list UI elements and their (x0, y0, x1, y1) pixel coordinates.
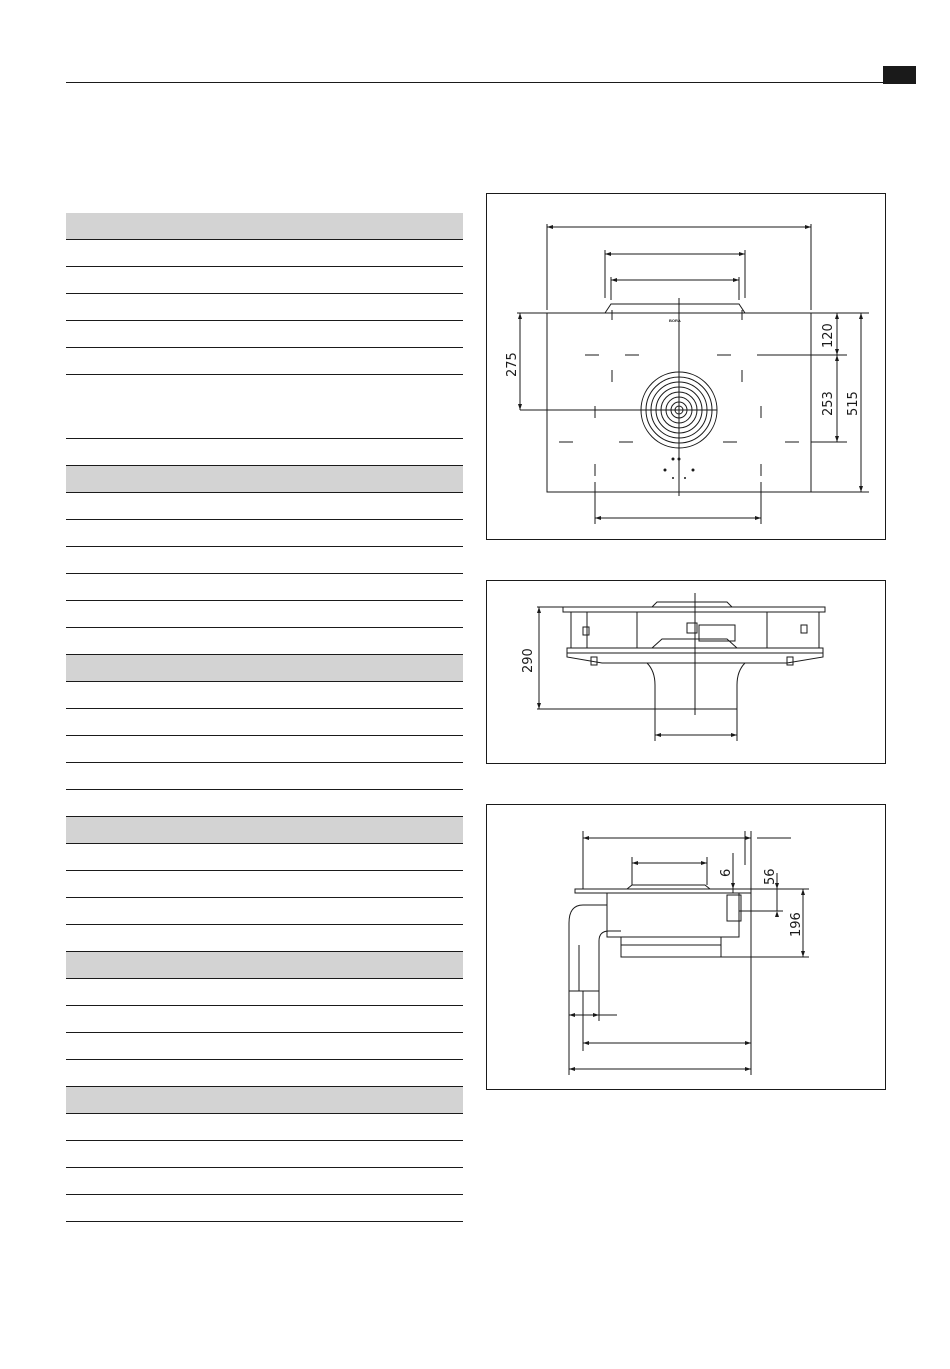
spec-row (66, 1195, 463, 1222)
vent-bump (605, 304, 745, 313)
spec-section (66, 817, 463, 952)
spec-row (66, 348, 463, 375)
spec-row (66, 1060, 463, 1087)
spec-section-header (66, 213, 463, 240)
spec-row (66, 1141, 463, 1168)
spec-row (66, 1033, 463, 1060)
dim-side-height: 196 (789, 912, 804, 937)
spec-row (66, 1114, 463, 1141)
duct-spigot (647, 663, 745, 709)
spec-row (66, 294, 463, 321)
dim-zone-right: 253 (821, 391, 836, 416)
spec-row (66, 493, 463, 520)
spec-row (66, 763, 463, 790)
glass-top (563, 607, 825, 612)
header-rule (66, 82, 888, 83)
spec-row (66, 979, 463, 1006)
spec-row (66, 790, 463, 817)
brand-mark: BORA (669, 318, 681, 323)
duct-elbow (569, 905, 621, 991)
dim-offset-right: 120 (821, 323, 836, 348)
spec-section (66, 655, 463, 817)
page-marker-tab (883, 66, 916, 84)
dim-total-depth: 515 (846, 391, 861, 416)
spec-section-header (66, 466, 463, 493)
spec-section (66, 213, 463, 466)
spec-row (66, 628, 463, 655)
spec-row (66, 375, 463, 439)
spec-row (66, 1006, 463, 1033)
spec-section (66, 1087, 463, 1222)
spec-row (66, 601, 463, 628)
spec-row (66, 439, 463, 466)
side-view-drawing (486, 804, 886, 1090)
dim-side-edge: 6 (719, 868, 734, 877)
spec-section-header (66, 1087, 463, 1114)
spec-row (66, 871, 463, 898)
dim-front-height: 290 (521, 648, 536, 673)
spec-row (66, 321, 463, 348)
spec-section (66, 952, 463, 1087)
spec-row (66, 240, 463, 267)
spec-row (66, 682, 463, 709)
spec-row (66, 898, 463, 925)
spec-section (66, 466, 463, 655)
top-view-drawing (486, 193, 886, 540)
dim-side-top-offset: 56 (763, 868, 778, 885)
dim-depth-left: 275 (505, 352, 520, 377)
spec-row (66, 844, 463, 871)
spec-row (66, 709, 463, 736)
spec-row (66, 574, 463, 601)
spec-row (66, 267, 463, 294)
spec-row (66, 547, 463, 574)
front-view-drawing (486, 580, 886, 764)
spec-section-header (66, 655, 463, 682)
spec-row (66, 1168, 463, 1195)
spec-row (66, 925, 463, 952)
spec-table (66, 213, 463, 1222)
glass-top-side (575, 889, 751, 893)
spec-section-header (66, 952, 463, 979)
spec-section-header (66, 817, 463, 844)
spec-row (66, 520, 463, 547)
spec-row (66, 736, 463, 763)
